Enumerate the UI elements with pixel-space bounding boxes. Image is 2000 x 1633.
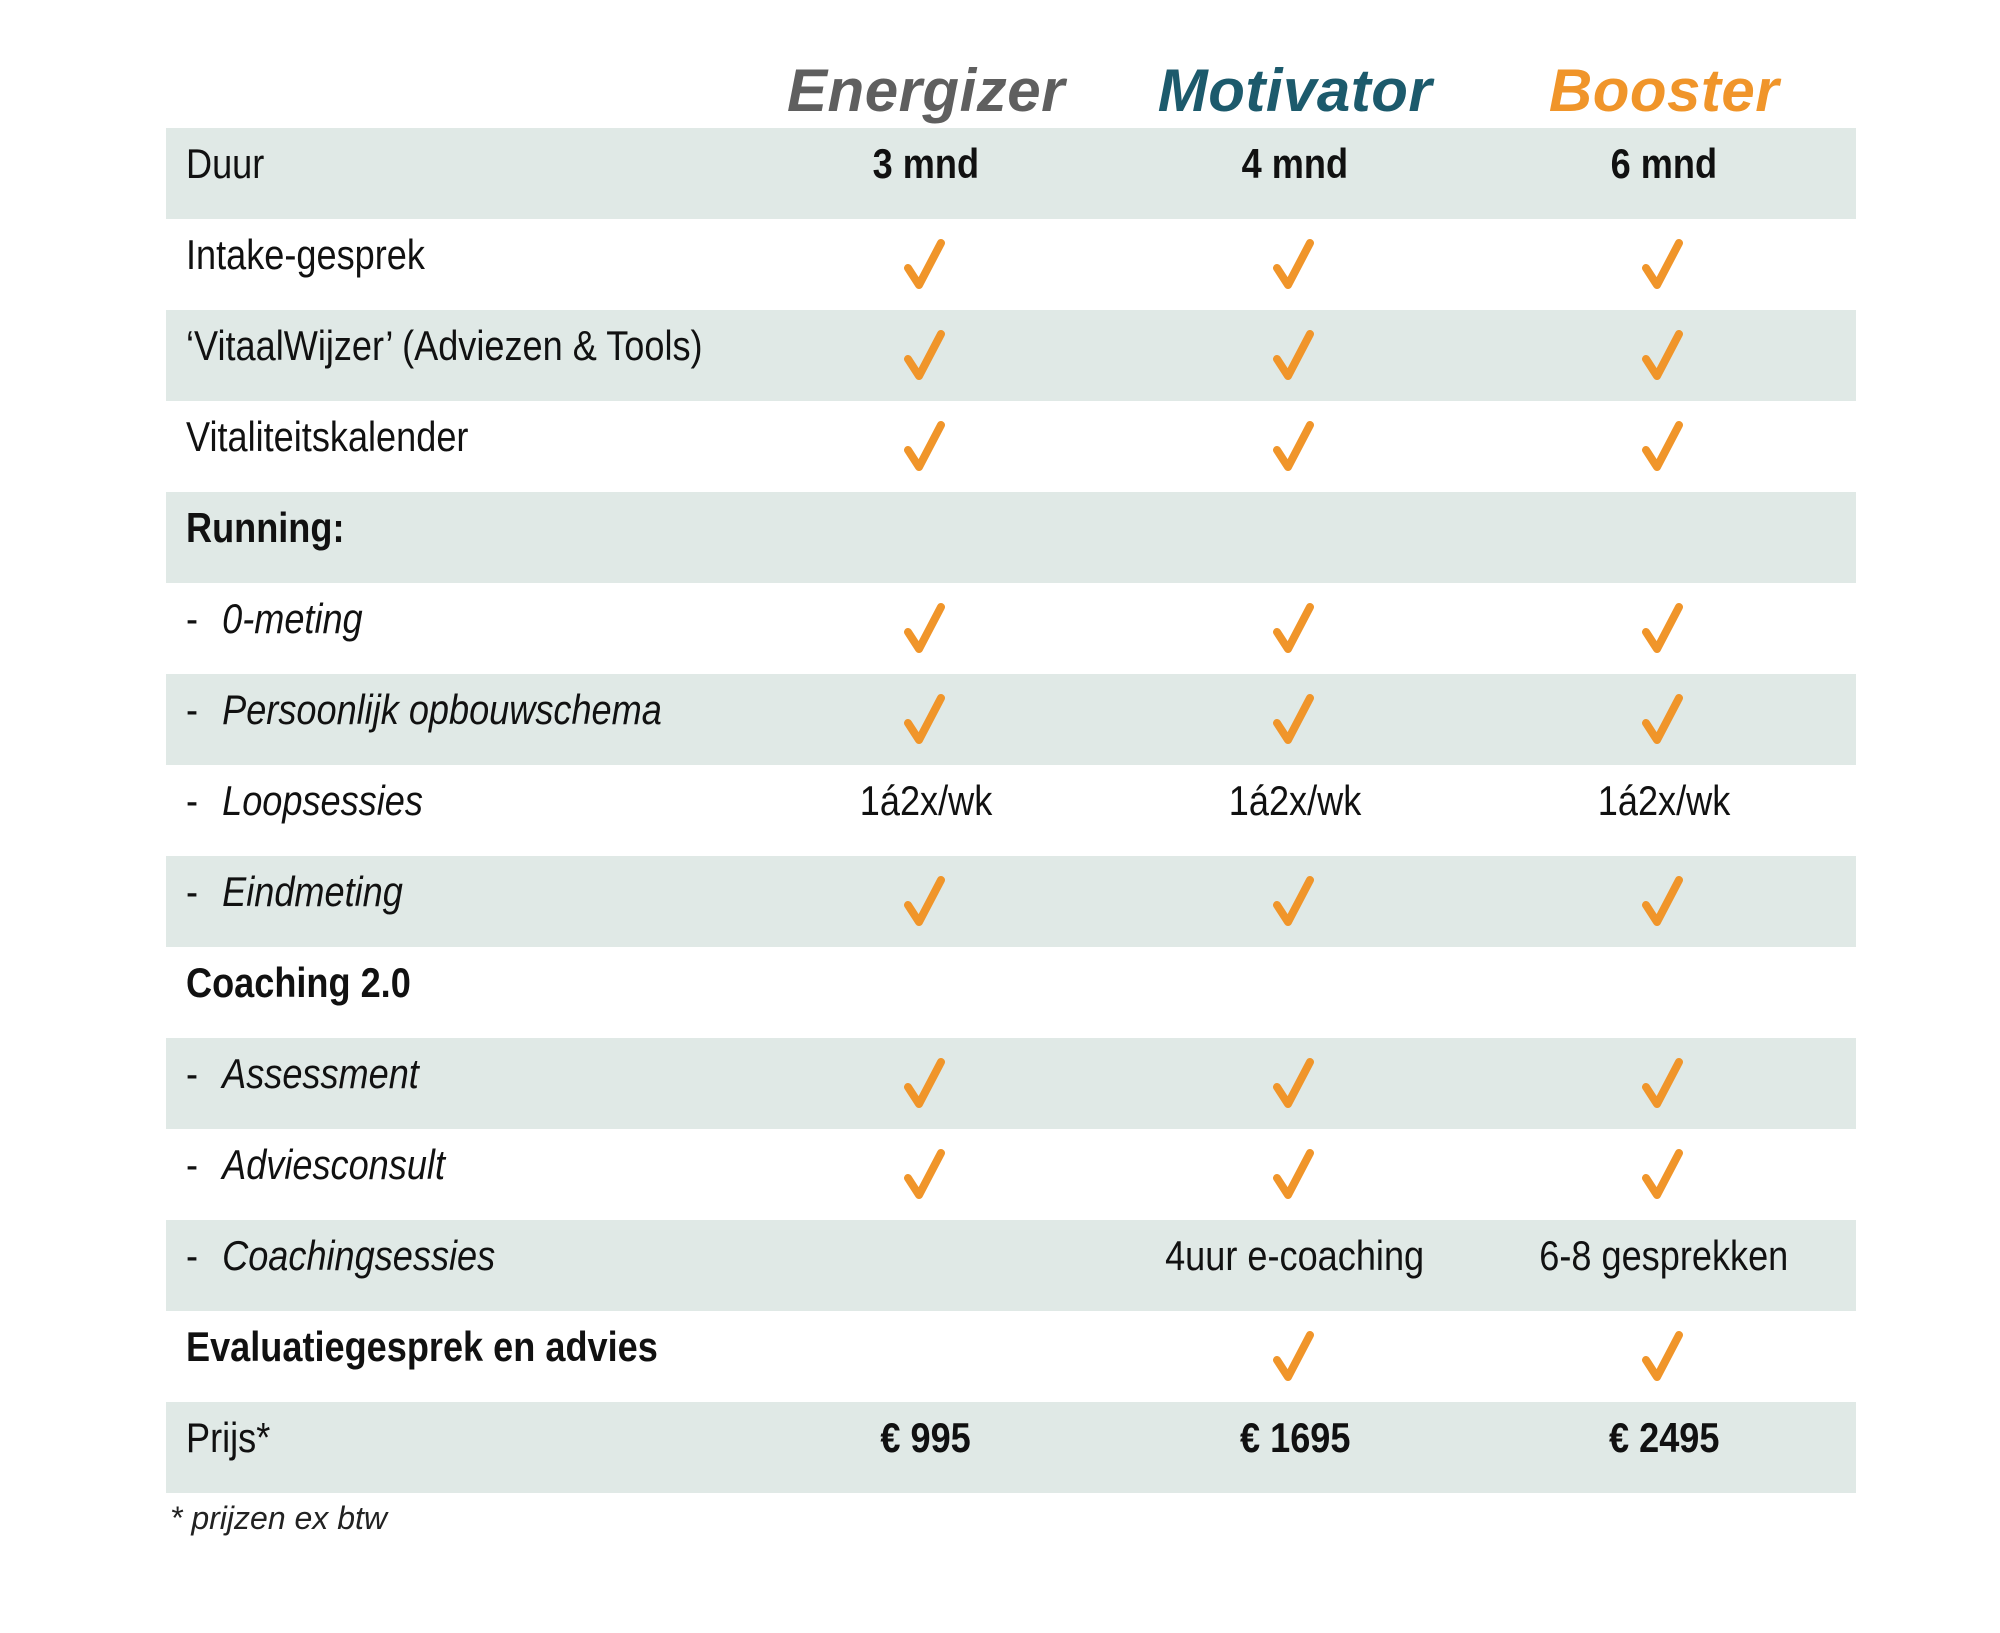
row-label xyxy=(186,1044,419,1104)
row-label xyxy=(186,1226,495,1286)
sub-item-dash: - xyxy=(186,1141,199,1188)
cell-value: 3 mnd xyxy=(872,140,980,187)
checkmark-icon xyxy=(1642,601,1686,659)
row-label xyxy=(186,589,363,649)
cell-energizer xyxy=(741,765,1111,856)
checkmark-icon xyxy=(1273,1056,1317,1114)
cell-motivator xyxy=(1110,765,1480,856)
table-row-intake xyxy=(166,219,1856,310)
footnote: * prijzen ex btw xyxy=(170,1500,387,1536)
cell-energizer xyxy=(741,674,1111,765)
cell-booster xyxy=(1479,128,1849,219)
row-label-text: Assessment xyxy=(222,1050,419,1097)
cell-motivator xyxy=(1110,674,1480,765)
table-row-loopsessies xyxy=(166,765,1856,856)
cell-booster xyxy=(1479,765,1849,856)
checkmark-icon xyxy=(904,237,948,295)
checkmark-icon xyxy=(1273,1329,1317,1387)
cell-motivator xyxy=(1110,1402,1480,1493)
cell-motivator xyxy=(1110,583,1480,674)
cell-booster xyxy=(1479,310,1849,401)
cell-motivator xyxy=(1110,128,1480,219)
checkmark-icon xyxy=(1642,874,1686,932)
cell-value: 4 mnd xyxy=(1241,140,1349,187)
row-label: ‘VitaalWijzer’ (Adviezen & Tools) xyxy=(186,322,703,369)
price-value: € 2495 xyxy=(1608,1414,1720,1461)
cell-value: 6-8 gesprekken xyxy=(1539,1232,1789,1279)
cell-booster xyxy=(1479,401,1849,492)
cell-energizer xyxy=(741,219,1111,310)
checkmark-icon xyxy=(1642,692,1686,750)
cell-energizer xyxy=(741,310,1111,401)
checkmark-icon xyxy=(1642,237,1686,295)
checkmark-icon xyxy=(904,1147,948,1205)
plan-name-energizer: Energizer xyxy=(787,57,1065,124)
cell-energizer xyxy=(741,856,1111,947)
table-row-0-meting xyxy=(166,583,1856,674)
cell-booster xyxy=(1479,856,1849,947)
cell-booster xyxy=(1479,1038,1849,1129)
checkmark-icon xyxy=(1273,237,1317,295)
cell-booster xyxy=(1479,1220,1849,1311)
price-value: € 1695 xyxy=(1239,1414,1351,1461)
cell-booster xyxy=(1479,219,1849,310)
checkmark-icon xyxy=(1273,1147,1317,1205)
table-row-duur xyxy=(166,128,1856,219)
checkmark-icon xyxy=(904,328,948,386)
table-row-coaching-section xyxy=(166,947,1856,1038)
cell-motivator xyxy=(1110,401,1480,492)
row-label: Vitaliteitskalender xyxy=(186,413,469,460)
checkmark-icon xyxy=(904,601,948,659)
checkmark-icon xyxy=(1273,692,1317,750)
checkmark-icon xyxy=(1642,1056,1686,1114)
row-label-text: Adviesconsult xyxy=(222,1141,445,1188)
row-label: Duur xyxy=(186,140,265,187)
row-label-text: Loopsessies xyxy=(222,777,423,824)
sub-item-dash: - xyxy=(186,686,199,733)
section-heading: Running: xyxy=(186,504,345,551)
cell-energizer xyxy=(741,1402,1111,1493)
checkmark-icon xyxy=(1273,874,1317,932)
sub-item-dash: - xyxy=(186,595,199,642)
table-row-coachingsessies xyxy=(166,1220,1856,1311)
plan-name-booster: Booster xyxy=(1548,57,1780,124)
checkmark-icon xyxy=(1273,601,1317,659)
table-row-assessment xyxy=(166,1038,1856,1129)
checkmark-icon xyxy=(1642,1147,1686,1205)
row-label: Evaluatiegesprek en advies xyxy=(186,1323,658,1370)
checkmark-icon xyxy=(904,1056,948,1114)
table-row-evaluatiegesprek xyxy=(166,1311,1856,1402)
row-label xyxy=(186,680,662,740)
row-label-text: Persoonlijk opbouwschema xyxy=(222,686,662,733)
row-label: Prijs* xyxy=(186,1414,271,1461)
cell-booster xyxy=(1479,1311,1849,1402)
cell-motivator xyxy=(1110,1038,1480,1129)
sub-item-dash: - xyxy=(186,1050,199,1097)
cell-value: 1á2x/wk xyxy=(1228,777,1362,824)
sub-item-dash: - xyxy=(186,777,199,824)
checkmark-icon xyxy=(904,419,948,477)
checkmark-icon xyxy=(1642,328,1686,386)
cell-booster xyxy=(1479,1129,1849,1220)
table-row-opbouwschema xyxy=(166,674,1856,765)
sub-item-dash: - xyxy=(186,868,199,915)
cell-value: 4uur e-coaching xyxy=(1165,1232,1425,1279)
row-label-text: Coachingsessies xyxy=(222,1232,496,1279)
table-row-vitaalwijzer xyxy=(166,310,1856,401)
cell-value: 1á2x/wk xyxy=(859,777,993,824)
row-label: Intake-gesprek xyxy=(186,231,425,278)
checkmark-icon xyxy=(904,692,948,750)
cell-energizer xyxy=(741,1129,1111,1220)
cell-booster xyxy=(1479,1402,1849,1493)
cell-motivator xyxy=(1110,219,1480,310)
cell-energizer xyxy=(741,401,1111,492)
cell-value: 1á2x/wk xyxy=(1597,777,1731,824)
cell-value: 6 mnd xyxy=(1610,140,1718,187)
plan-name-motivator: Motivator xyxy=(1157,57,1433,124)
table-row-vitaliteitskalender xyxy=(166,401,1856,492)
sub-item-dash: - xyxy=(186,1232,199,1279)
table-row-prijs xyxy=(166,1402,1856,1493)
row-label xyxy=(186,862,403,922)
cell-energizer xyxy=(741,583,1111,674)
table-row-running-section xyxy=(166,492,1856,583)
cell-energizer xyxy=(741,1038,1111,1129)
cell-motivator xyxy=(1110,310,1480,401)
cell-motivator xyxy=(1110,1311,1480,1402)
checkmark-icon xyxy=(1642,1329,1686,1387)
comparison-table xyxy=(166,128,1856,1493)
cell-motivator xyxy=(1110,856,1480,947)
row-label xyxy=(186,1135,445,1195)
section-heading: Coaching 2.0 xyxy=(186,959,411,1006)
cell-motivator xyxy=(1110,1129,1480,1220)
row-label-text: Eindmeting xyxy=(222,868,403,915)
table-row-eindmeting xyxy=(166,856,1856,947)
table-row-adviesconsult xyxy=(166,1129,1856,1220)
checkmark-icon xyxy=(1273,419,1317,477)
cell-booster xyxy=(1479,674,1849,765)
cell-energizer xyxy=(741,128,1111,219)
plan-headers xyxy=(166,55,1856,127)
checkmark-icon xyxy=(904,874,948,932)
row-label xyxy=(186,771,423,831)
cell-booster xyxy=(1479,583,1849,674)
checkmark-icon xyxy=(1273,328,1317,386)
cell-motivator xyxy=(1110,1220,1480,1311)
checkmark-icon xyxy=(1642,419,1686,477)
row-label-text: 0-meting xyxy=(222,595,363,642)
price-value: € 995 xyxy=(880,1414,972,1461)
